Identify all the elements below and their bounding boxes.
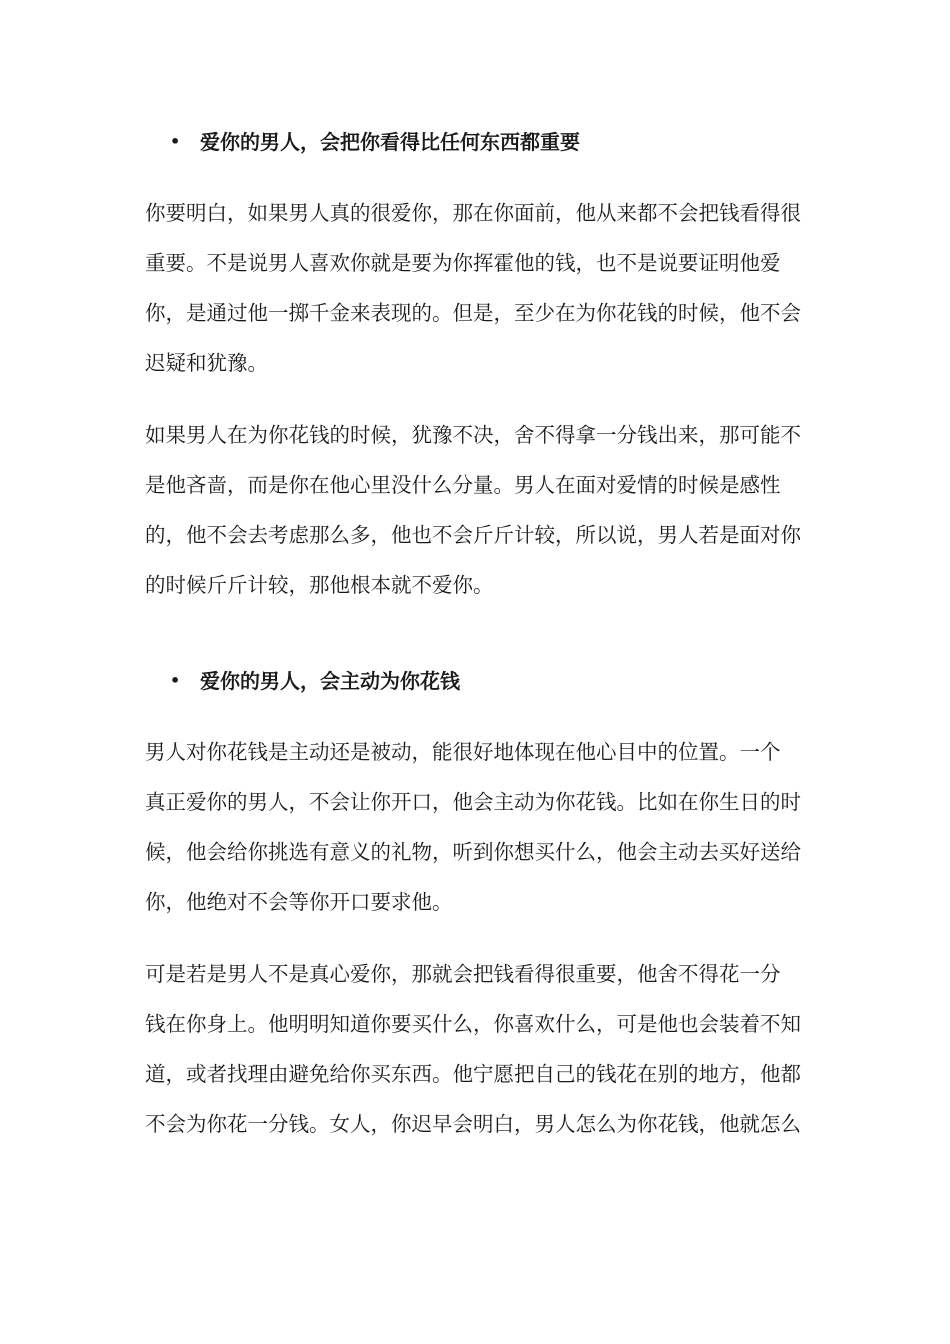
section-heading-2 [170,666,830,696]
paragraph-line: 真正爱你的男人，不会让你开口，他会主动为你花钱。比如在你生日的时 [145,790,801,814]
paragraph-line: 重要。不是说男人喜欢你就是要为你挥霍他的钱，也不是说要证明他爱 [145,251,781,275]
paragraph-line: 是他吝啬，而是你在他心里没什么分量。男人在面对爱情的时候是感性 [145,473,781,497]
paragraph-line: 的时候斤斤计较，那他根本就不爱你。 [145,573,494,597]
bullet-icon: • [170,132,181,151]
paragraph-line: 你，他绝对不会等你开口要求他。 [145,890,453,914]
paragraph-line: 的，他不会去考虑那么多，他也不会斤斤计较，所以说，男人若是面对你 [145,523,801,547]
section-heading-1 [170,127,830,157]
paragraph-line: 你要明白，如果男人真的很爱你，那在你面前，他从来都不会把钱看得很 [145,201,801,225]
paragraph-line: 钱在你身上。他明明知道你要买什么，你喜欢什么，可是他也会装着不知 [145,1012,801,1036]
paragraph-line: 道，或者找理由避免给你买东西。他宁愿把自己的钱花在别的地方，他都 [145,1062,801,1086]
paragraph [145,410,810,610]
section-heading-text: 爱你的男人，会主动为你花钱 [200,669,460,693]
paragraph [145,727,810,927]
paragraph-line: 不会为你花一分钱。女人，你迟早会明白，男人怎么为你花钱，他就怎么 [145,1112,801,1136]
paragraph-line: 你，是通过他一掷千金来表现的。但是，至少在为你花钱的时候，他不会 [145,301,801,325]
paragraph [145,949,810,1149]
bullet-icon: • [170,671,181,690]
paragraph-line: 候，他会给你挑选有意义的礼物，听到你想买什么，他会主动去买好送给 [145,840,801,864]
paragraph-line: 男人对你花钱是主动还是被动，能很好地体现在他心目中的位置。一个 [145,740,781,764]
section-heading-text: 爱你的男人，会把你看得比任何东西都重要 [200,130,580,154]
paragraph-line: 如果男人在为你花钱的时候，犹豫不决，舍不得拿一分钱出来，那可能不 [145,423,801,447]
paragraph [145,188,810,388]
paragraph-line: 可是若是男人不是真心爱你，那就会把钱看得很重要，他舍不得花一分 [145,962,781,986]
paragraph-line: 迟疑和犹豫。 [145,351,268,375]
